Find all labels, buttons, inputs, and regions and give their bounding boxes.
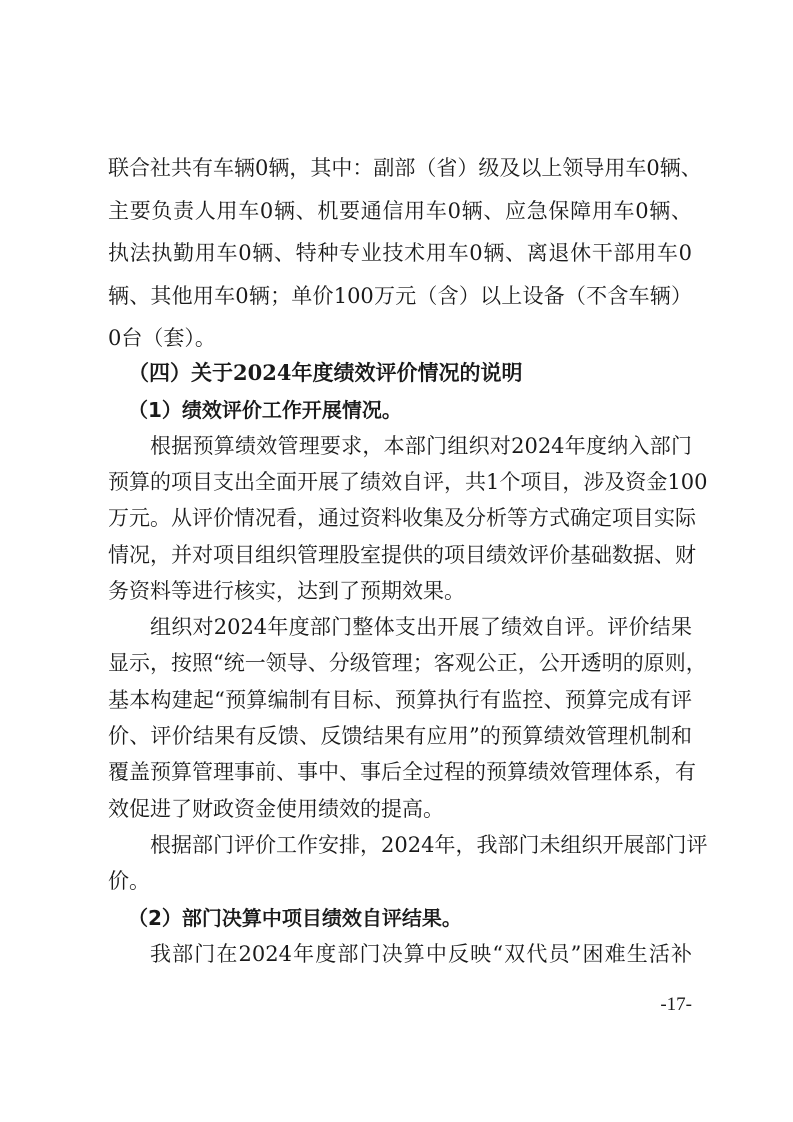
body-line: 价、评价结果有反馈、反馈结果有应用”的预算绩效管理机制和 bbox=[108, 724, 692, 748]
body-line: 务资料等进行核实，达到了预期效果。 bbox=[108, 579, 465, 603]
body-line: 覆盖预算管理事前、事中、事后全过程的预算绩效管理体系，有 bbox=[108, 760, 696, 784]
body-line: 预算的项目支出全面开展了绩效自评，共1个项目，涉及资金100 bbox=[108, 470, 708, 494]
page-number: -17- bbox=[660, 994, 692, 1015]
section-heading: （四）关于2024年度绩效评价情况的说明 bbox=[128, 360, 523, 385]
body-line: 主要负责人用车0辆、机要通信用车0辆、应急保障用车0辆、 bbox=[108, 199, 692, 223]
body-line: 执法执勤用车0辆、特种专业技术用车0辆、离退休干部用车0 bbox=[108, 241, 692, 265]
body-line: 组织对2024年度部门整体支出开展了绩效自评。评价结果 bbox=[150, 615, 692, 639]
body-line: 根据预算绩效管理要求，本部门组织对2024年度纳入部门 bbox=[150, 434, 692, 458]
body-line: 基本构建起“预算编制有目标、预算执行有监控、预算完成有评 bbox=[108, 688, 692, 712]
body-line: 0台（套）。 bbox=[108, 326, 216, 350]
body-line: 显示，按照“统一领导、分级管理；客观公正，公开透明的原则， bbox=[108, 651, 707, 675]
body-line: 联合社共有车辆0辆，其中：副部（省）级及以上领导用车0辆、 bbox=[108, 156, 702, 180]
body-line: 辆、其他用车0辆；单价100万元（含）以上设备（不含车辆） bbox=[108, 284, 692, 308]
body-line: 效促进了财政资金使用绩效的提高。 bbox=[108, 797, 444, 821]
body-line: 根据部门评价工作安排，2024年，我部门未组织开展部门评 bbox=[150, 833, 708, 857]
body-line: 万元。从评价情况看，通过资料收集及分析等方式确定项目实际 bbox=[108, 506, 696, 530]
body-line: 我部门在2024年度部门决算中反映“双代员”困难生活补 bbox=[150, 942, 692, 966]
body-line: 价。 bbox=[108, 869, 150, 893]
subsection-heading: （2）部门决算中项目绩效自评结果。 bbox=[128, 906, 462, 930]
body-line: 情况，并对项目组织管理股室提供的项目绩效评价基础数据、财 bbox=[108, 543, 696, 567]
subsection-heading: （1）绩效评价工作开展情况。 bbox=[128, 398, 402, 422]
